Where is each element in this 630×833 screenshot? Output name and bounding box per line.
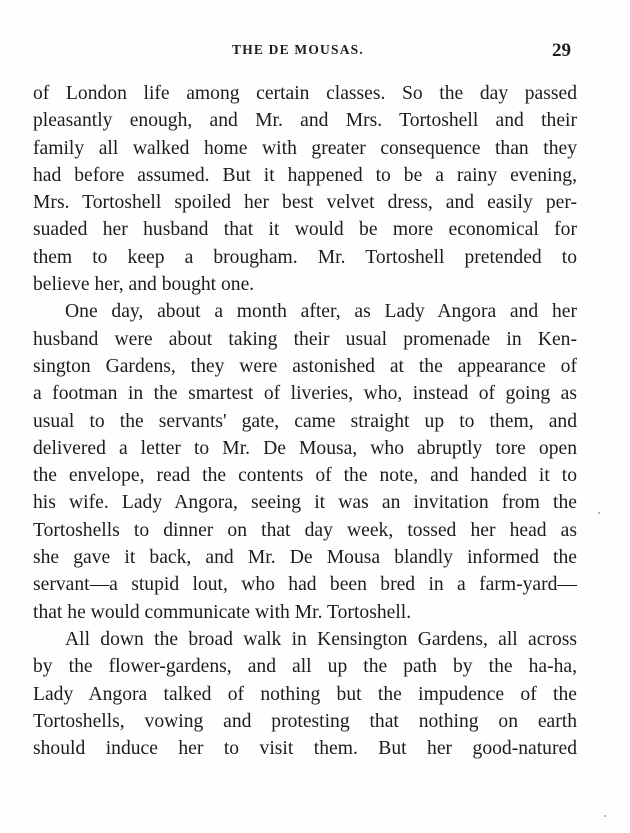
text-line: a footman in the smartest of liveries, who, instead of going as — [33, 383, 577, 405]
text-line: pleasantly enough, and Mr. and Mrs. Tortoshell and their — [33, 110, 577, 132]
scan-speck — [604, 815, 606, 817]
text-line: had before assumed. But it happened to be a rainy evening, — [33, 164, 577, 186]
text-line: believe her, and bought one. — [33, 274, 255, 296]
text-line: family all walked home with greater consequence than they — [33, 137, 577, 159]
text-line: servant—a stupid lout, who had been bred in a farm-yard— — [33, 574, 577, 596]
paragraph-2 — [33, 298, 577, 626]
text-line: should induce her to visit them. But her good-natured — [33, 738, 577, 760]
text-line: One day, about a month after, as Lady Angora and her — [65, 301, 577, 323]
paragraph-1 — [33, 80, 577, 298]
text-line: Tortoshells to dinner on that day week, tossed her head as — [33, 519, 577, 541]
text-line: by the flower-gardens, and all up the path by the ha-ha, — [33, 656, 577, 678]
text-line: Mrs. Tortoshell spoiled her best velvet dress, and easily per- — [33, 192, 577, 214]
text-line: husband were about taking their usual promenade in Ken- — [33, 328, 577, 350]
running-head-title: THE DE MOUSAS. — [232, 42, 364, 57]
text-line: that he would communicate with Mr. Tortoshell. — [33, 601, 412, 623]
text-line: the envelope, read the contents of the note, and handed it to — [33, 465, 577, 487]
text-line: All down the broad walk in Kensington Gardens, all across — [65, 628, 577, 650]
paragraph-3 — [33, 626, 577, 762]
text-line: suaded her husband that it would be more economical for — [33, 219, 577, 241]
text-line: Lady Angora talked of nothing but the impudence of the — [33, 683, 577, 705]
text-line: them to keep a brougham. Mr. Tortoshell pretended to — [33, 246, 577, 268]
text-line: she gave it back, and Mr. De Mousa blandly informed the — [33, 547, 577, 569]
text-line: his wife. Lady Angora, seeing it was an invitation from the — [33, 492, 577, 514]
text-line: delivered a letter to Mr. De Mousa, who abruptly tore open — [33, 437, 577, 459]
text-line: of London life among certain classes. So the day passed — [33, 83, 577, 104]
text-line: sington Gardens, they were astonished at the appearance of — [33, 355, 577, 377]
text-line: Tortoshells, vowing and protesting that nothing on earth — [33, 710, 577, 732]
running-head — [0, 40, 630, 64]
text-body — [33, 80, 577, 762]
text-line: usual to the servants' gate, came straight up to them, and — [33, 410, 577, 432]
page-number: 29 — [552, 40, 571, 61]
scan-speck — [598, 512, 600, 514]
